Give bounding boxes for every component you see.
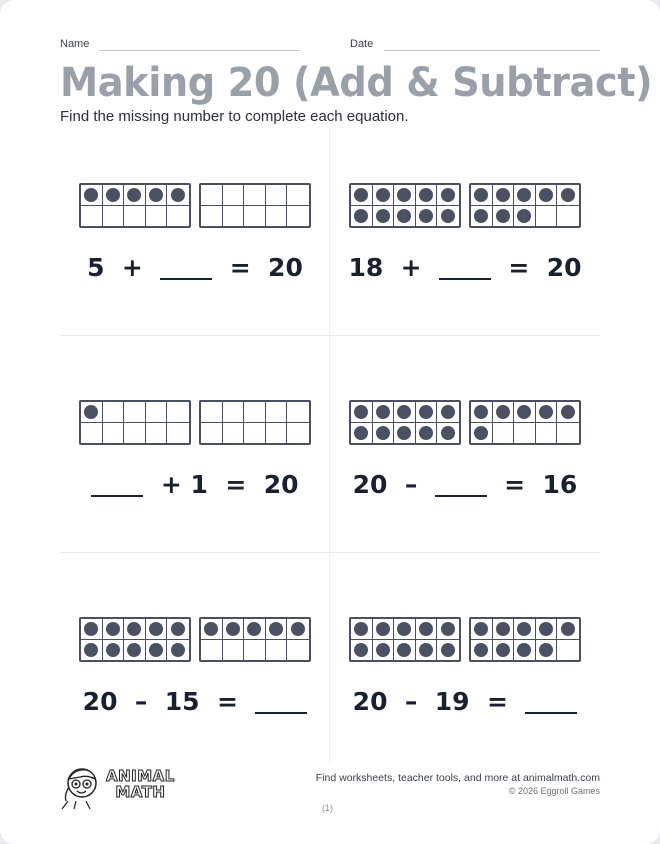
answer-blank[interactable] — [525, 712, 577, 714]
counter-dot-icon — [376, 643, 390, 657]
counter-dot-icon — [496, 622, 510, 636]
frame-cell — [146, 619, 168, 640]
counter-dot-icon — [376, 405, 390, 419]
counter-dot-icon — [419, 209, 433, 223]
ten-frame — [469, 183, 581, 228]
counter-dot-icon — [127, 643, 141, 657]
frame-cell — [437, 619, 459, 640]
counter-dot-icon — [474, 426, 488, 440]
frame-cell — [146, 206, 168, 227]
counter-dot-icon — [474, 405, 488, 419]
problem-6 — [330, 617, 600, 834]
frame-cell — [373, 423, 395, 444]
frame-cell — [201, 402, 223, 423]
animal-math-logo — [60, 765, 175, 810]
counter-dot-icon — [517, 188, 531, 202]
counter-dot-icon — [354, 188, 368, 202]
frame-cell — [244, 640, 266, 661]
frame-cell — [201, 619, 223, 640]
counter-dot-icon — [171, 622, 185, 636]
frame-cell — [81, 185, 103, 206]
counter-dot-icon — [397, 622, 411, 636]
frame-cell — [514, 640, 536, 661]
problem-2 — [330, 183, 600, 400]
equation — [60, 470, 330, 499]
frame-cell — [223, 619, 245, 640]
frame-cell — [437, 423, 459, 444]
counter-dot-icon — [561, 622, 575, 636]
frame-cell — [103, 185, 125, 206]
ten-frame — [469, 617, 581, 662]
date-label: Date — [350, 38, 374, 50]
equation-text: + 1 = 20 — [143, 470, 299, 499]
frame-cell — [103, 402, 125, 423]
frame-cell — [167, 206, 189, 227]
frame-cell — [493, 185, 515, 206]
problem-3 — [60, 400, 330, 617]
ten-frame — [469, 400, 581, 445]
frame-cell — [146, 423, 168, 444]
counter-dot-icon — [269, 622, 283, 636]
frame-cell — [223, 402, 245, 423]
frame-cell — [536, 402, 558, 423]
frame-cell — [201, 640, 223, 661]
frame-cell — [514, 423, 536, 444]
frame-cell — [557, 206, 579, 227]
counter-dot-icon — [496, 643, 510, 657]
date-field[interactable] — [384, 50, 600, 51]
frame-cell — [287, 423, 309, 444]
frame-cell — [124, 640, 146, 661]
equation-text: 20 – 15 = — [82, 687, 256, 716]
counter-dot-icon — [397, 209, 411, 223]
frame-cell — [416, 640, 438, 661]
frame-cell — [514, 206, 536, 227]
frame-cell — [351, 185, 373, 206]
frame-cell — [244, 423, 266, 444]
frame-cell — [416, 619, 438, 640]
ten-frames — [79, 617, 311, 662]
frame-cell — [536, 640, 558, 661]
answer-blank[interactable] — [255, 712, 307, 714]
counter-dot-icon — [149, 622, 163, 636]
counter-dot-icon — [517, 209, 531, 223]
frame-cell — [103, 206, 125, 227]
equation — [330, 470, 600, 499]
frame-cell — [394, 619, 416, 640]
counter-dot-icon — [496, 188, 510, 202]
frame-cell — [223, 185, 245, 206]
frame-cell — [471, 619, 493, 640]
frame-cell — [266, 423, 288, 444]
ten-frame — [349, 400, 461, 445]
frame-cell — [81, 619, 103, 640]
frame-cell — [167, 640, 189, 661]
frame-cell — [146, 185, 168, 206]
frame-cell — [81, 402, 103, 423]
frame-cell — [167, 619, 189, 640]
counter-dot-icon — [354, 622, 368, 636]
frame-cell — [351, 640, 373, 661]
counter-dot-icon — [441, 622, 455, 636]
frame-cell — [373, 619, 395, 640]
frame-cell — [167, 185, 189, 206]
frame-cell — [266, 619, 288, 640]
frame-cell — [437, 206, 459, 227]
frame-cell — [471, 206, 493, 227]
frame-cell — [373, 402, 395, 423]
frame-cell — [81, 640, 103, 661]
counter-dot-icon — [84, 188, 98, 202]
counter-dot-icon — [419, 426, 433, 440]
counter-dot-icon — [441, 188, 455, 202]
counter-dot-icon — [149, 188, 163, 202]
counter-dot-icon — [127, 188, 141, 202]
frame-cell — [266, 640, 288, 661]
frame-cell — [244, 619, 266, 640]
frame-cell — [167, 423, 189, 444]
frame-cell — [287, 619, 309, 640]
problem-4 — [330, 400, 600, 617]
counter-dot-icon — [247, 622, 261, 636]
frame-cell — [373, 206, 395, 227]
counter-dot-icon — [539, 405, 553, 419]
ten-frame — [79, 183, 191, 228]
equation — [330, 687, 600, 716]
frame-cell — [81, 206, 103, 227]
frame-cell — [394, 185, 416, 206]
frame-cell — [103, 640, 125, 661]
frame-cell — [471, 423, 493, 444]
ten-frames — [349, 400, 581, 445]
equation-text: = 20 — [491, 253, 582, 282]
frame-cell — [124, 423, 146, 444]
equation-text: 20 – — [352, 470, 435, 499]
ten-frames — [79, 183, 311, 228]
counter-dot-icon — [397, 405, 411, 419]
counter-dot-icon — [397, 643, 411, 657]
frame-cell — [394, 423, 416, 444]
frame-cell — [493, 402, 515, 423]
counter-dot-icon — [474, 622, 488, 636]
frame-cell — [146, 402, 168, 423]
counter-dot-icon — [376, 209, 390, 223]
ten-frame — [349, 617, 461, 662]
frame-cell — [81, 423, 103, 444]
frame-cell — [536, 206, 558, 227]
frame-cell — [471, 402, 493, 423]
frame-cell — [557, 640, 579, 661]
frame-cell — [514, 619, 536, 640]
frame-cell — [287, 402, 309, 423]
counter-dot-icon — [441, 426, 455, 440]
counter-dot-icon — [204, 622, 218, 636]
frame-cell — [167, 402, 189, 423]
equation-text: 18 + — [348, 253, 439, 282]
frame-cell — [471, 640, 493, 661]
counter-dot-icon — [539, 188, 553, 202]
frame-cell — [351, 423, 373, 444]
counter-dot-icon — [517, 405, 531, 419]
counter-dot-icon — [376, 426, 390, 440]
equation — [330, 253, 600, 282]
frame-cell — [287, 640, 309, 661]
frame-cell — [124, 185, 146, 206]
frame-cell — [557, 423, 579, 444]
counter-dot-icon — [84, 622, 98, 636]
frame-cell — [223, 423, 245, 444]
frame-cell — [266, 185, 288, 206]
counter-dot-icon — [171, 643, 185, 657]
ten-frames — [349, 183, 581, 228]
frame-cell — [124, 619, 146, 640]
equation-text: 20 – 19 = — [352, 687, 526, 716]
frame-cell — [351, 402, 373, 423]
counter-dot-icon — [354, 405, 368, 419]
ten-frame — [349, 183, 461, 228]
counter-dot-icon — [419, 188, 433, 202]
counter-dot-icon — [419, 622, 433, 636]
counter-dot-icon — [474, 643, 488, 657]
problem-1 — [60, 183, 330, 400]
counter-dot-icon — [376, 188, 390, 202]
frame-cell — [493, 206, 515, 227]
frame-cell — [514, 402, 536, 423]
counter-dot-icon — [354, 643, 368, 657]
frame-cell — [471, 185, 493, 206]
counter-dot-icon — [474, 188, 488, 202]
frame-cell — [201, 185, 223, 206]
equation — [60, 253, 330, 282]
counter-dot-icon — [561, 188, 575, 202]
frame-cell — [514, 185, 536, 206]
ten-frame — [199, 183, 311, 228]
counter-dot-icon — [517, 622, 531, 636]
counter-dot-icon — [561, 405, 575, 419]
frame-cell — [223, 206, 245, 227]
frame-cell — [373, 185, 395, 206]
frame-cell — [394, 206, 416, 227]
ten-frame — [79, 617, 191, 662]
counter-dot-icon — [517, 643, 531, 657]
counter-dot-icon — [354, 209, 368, 223]
counter-dot-icon — [84, 643, 98, 657]
counter-dot-icon — [441, 405, 455, 419]
equation-text: = 16 — [486, 470, 578, 499]
logo-wordmark: ANIMAL MATH — [106, 767, 175, 801]
counter-dot-icon — [474, 209, 488, 223]
counter-dot-icon — [397, 426, 411, 440]
counter-dot-icon — [539, 622, 553, 636]
frame-cell — [201, 206, 223, 227]
frame-cell — [287, 185, 309, 206]
frame-cell — [351, 206, 373, 227]
counter-dot-icon — [106, 188, 120, 202]
footer-tagline: Find worksheets, teacher tools, and more at animalmath.com — [315, 772, 600, 784]
page-title: Making 20 (Add & Subtract) — [60, 60, 653, 106]
frame-cell — [266, 206, 288, 227]
frame-cell — [437, 640, 459, 661]
frame-cell — [287, 206, 309, 227]
frame-cell — [557, 185, 579, 206]
answer-blank[interactable] — [439, 278, 491, 280]
frame-cell — [416, 185, 438, 206]
equation-text: 5 + — [87, 253, 161, 282]
frame-cell — [244, 206, 266, 227]
counter-dot-icon — [149, 643, 163, 657]
frame-cell — [244, 185, 266, 206]
frame-cell — [394, 402, 416, 423]
counter-dot-icon — [84, 405, 98, 419]
frame-cell — [373, 640, 395, 661]
ten-frames — [79, 400, 311, 445]
counter-dot-icon — [441, 643, 455, 657]
counter-dot-icon — [291, 622, 305, 636]
frame-cell — [124, 402, 146, 423]
ten-frames — [349, 617, 581, 662]
frame-cell — [223, 640, 245, 661]
counter-dot-icon — [539, 643, 553, 657]
frame-cell — [557, 402, 579, 423]
counter-dot-icon — [397, 188, 411, 202]
frame-cell — [437, 402, 459, 423]
frame-cell — [557, 619, 579, 640]
frame-cell — [437, 185, 459, 206]
answer-blank[interactable] — [160, 278, 212, 280]
ten-frame — [79, 400, 191, 445]
frame-cell — [244, 402, 266, 423]
frame-cell — [416, 402, 438, 423]
frame-cell — [124, 206, 146, 227]
counter-dot-icon — [226, 622, 240, 636]
frame-cell — [351, 619, 373, 640]
page-number: (1) — [322, 803, 333, 813]
frame-cell — [536, 185, 558, 206]
ten-frame — [199, 400, 311, 445]
frame-cell — [416, 206, 438, 227]
frame-cell — [266, 402, 288, 423]
name-label: Name — [60, 38, 90, 50]
name-field[interactable] — [99, 50, 300, 51]
frame-cell — [416, 423, 438, 444]
answer-blank[interactable] — [435, 495, 487, 497]
counter-dot-icon — [496, 405, 510, 419]
frame-cell — [103, 423, 125, 444]
counter-dot-icon — [127, 622, 141, 636]
counter-dot-icon — [376, 622, 390, 636]
copyright: © 2026 Eggroll Games — [508, 786, 600, 796]
counter-dot-icon — [354, 426, 368, 440]
instructions: Find the missing number to complete each equation. — [60, 108, 409, 125]
counter-dot-icon — [441, 209, 455, 223]
frame-cell — [146, 640, 168, 661]
ten-frame — [199, 617, 311, 662]
counter-dot-icon — [171, 188, 185, 202]
counter-dot-icon — [496, 209, 510, 223]
frame-cell — [493, 640, 515, 661]
counter-dot-icon — [419, 643, 433, 657]
frame-cell — [536, 619, 558, 640]
frame-cell — [394, 640, 416, 661]
frame-cell — [103, 619, 125, 640]
frame-cell — [201, 423, 223, 444]
answer-blank[interactable] — [91, 495, 143, 497]
counter-dot-icon — [106, 622, 120, 636]
equation — [60, 687, 330, 716]
frame-cell — [536, 423, 558, 444]
equation-text: = 20 — [212, 253, 303, 282]
frame-cell — [493, 619, 515, 640]
frame-cell — [493, 423, 515, 444]
counter-dot-icon — [419, 405, 433, 419]
counter-dot-icon — [106, 643, 120, 657]
girl-mascot-icon — [60, 765, 106, 810]
